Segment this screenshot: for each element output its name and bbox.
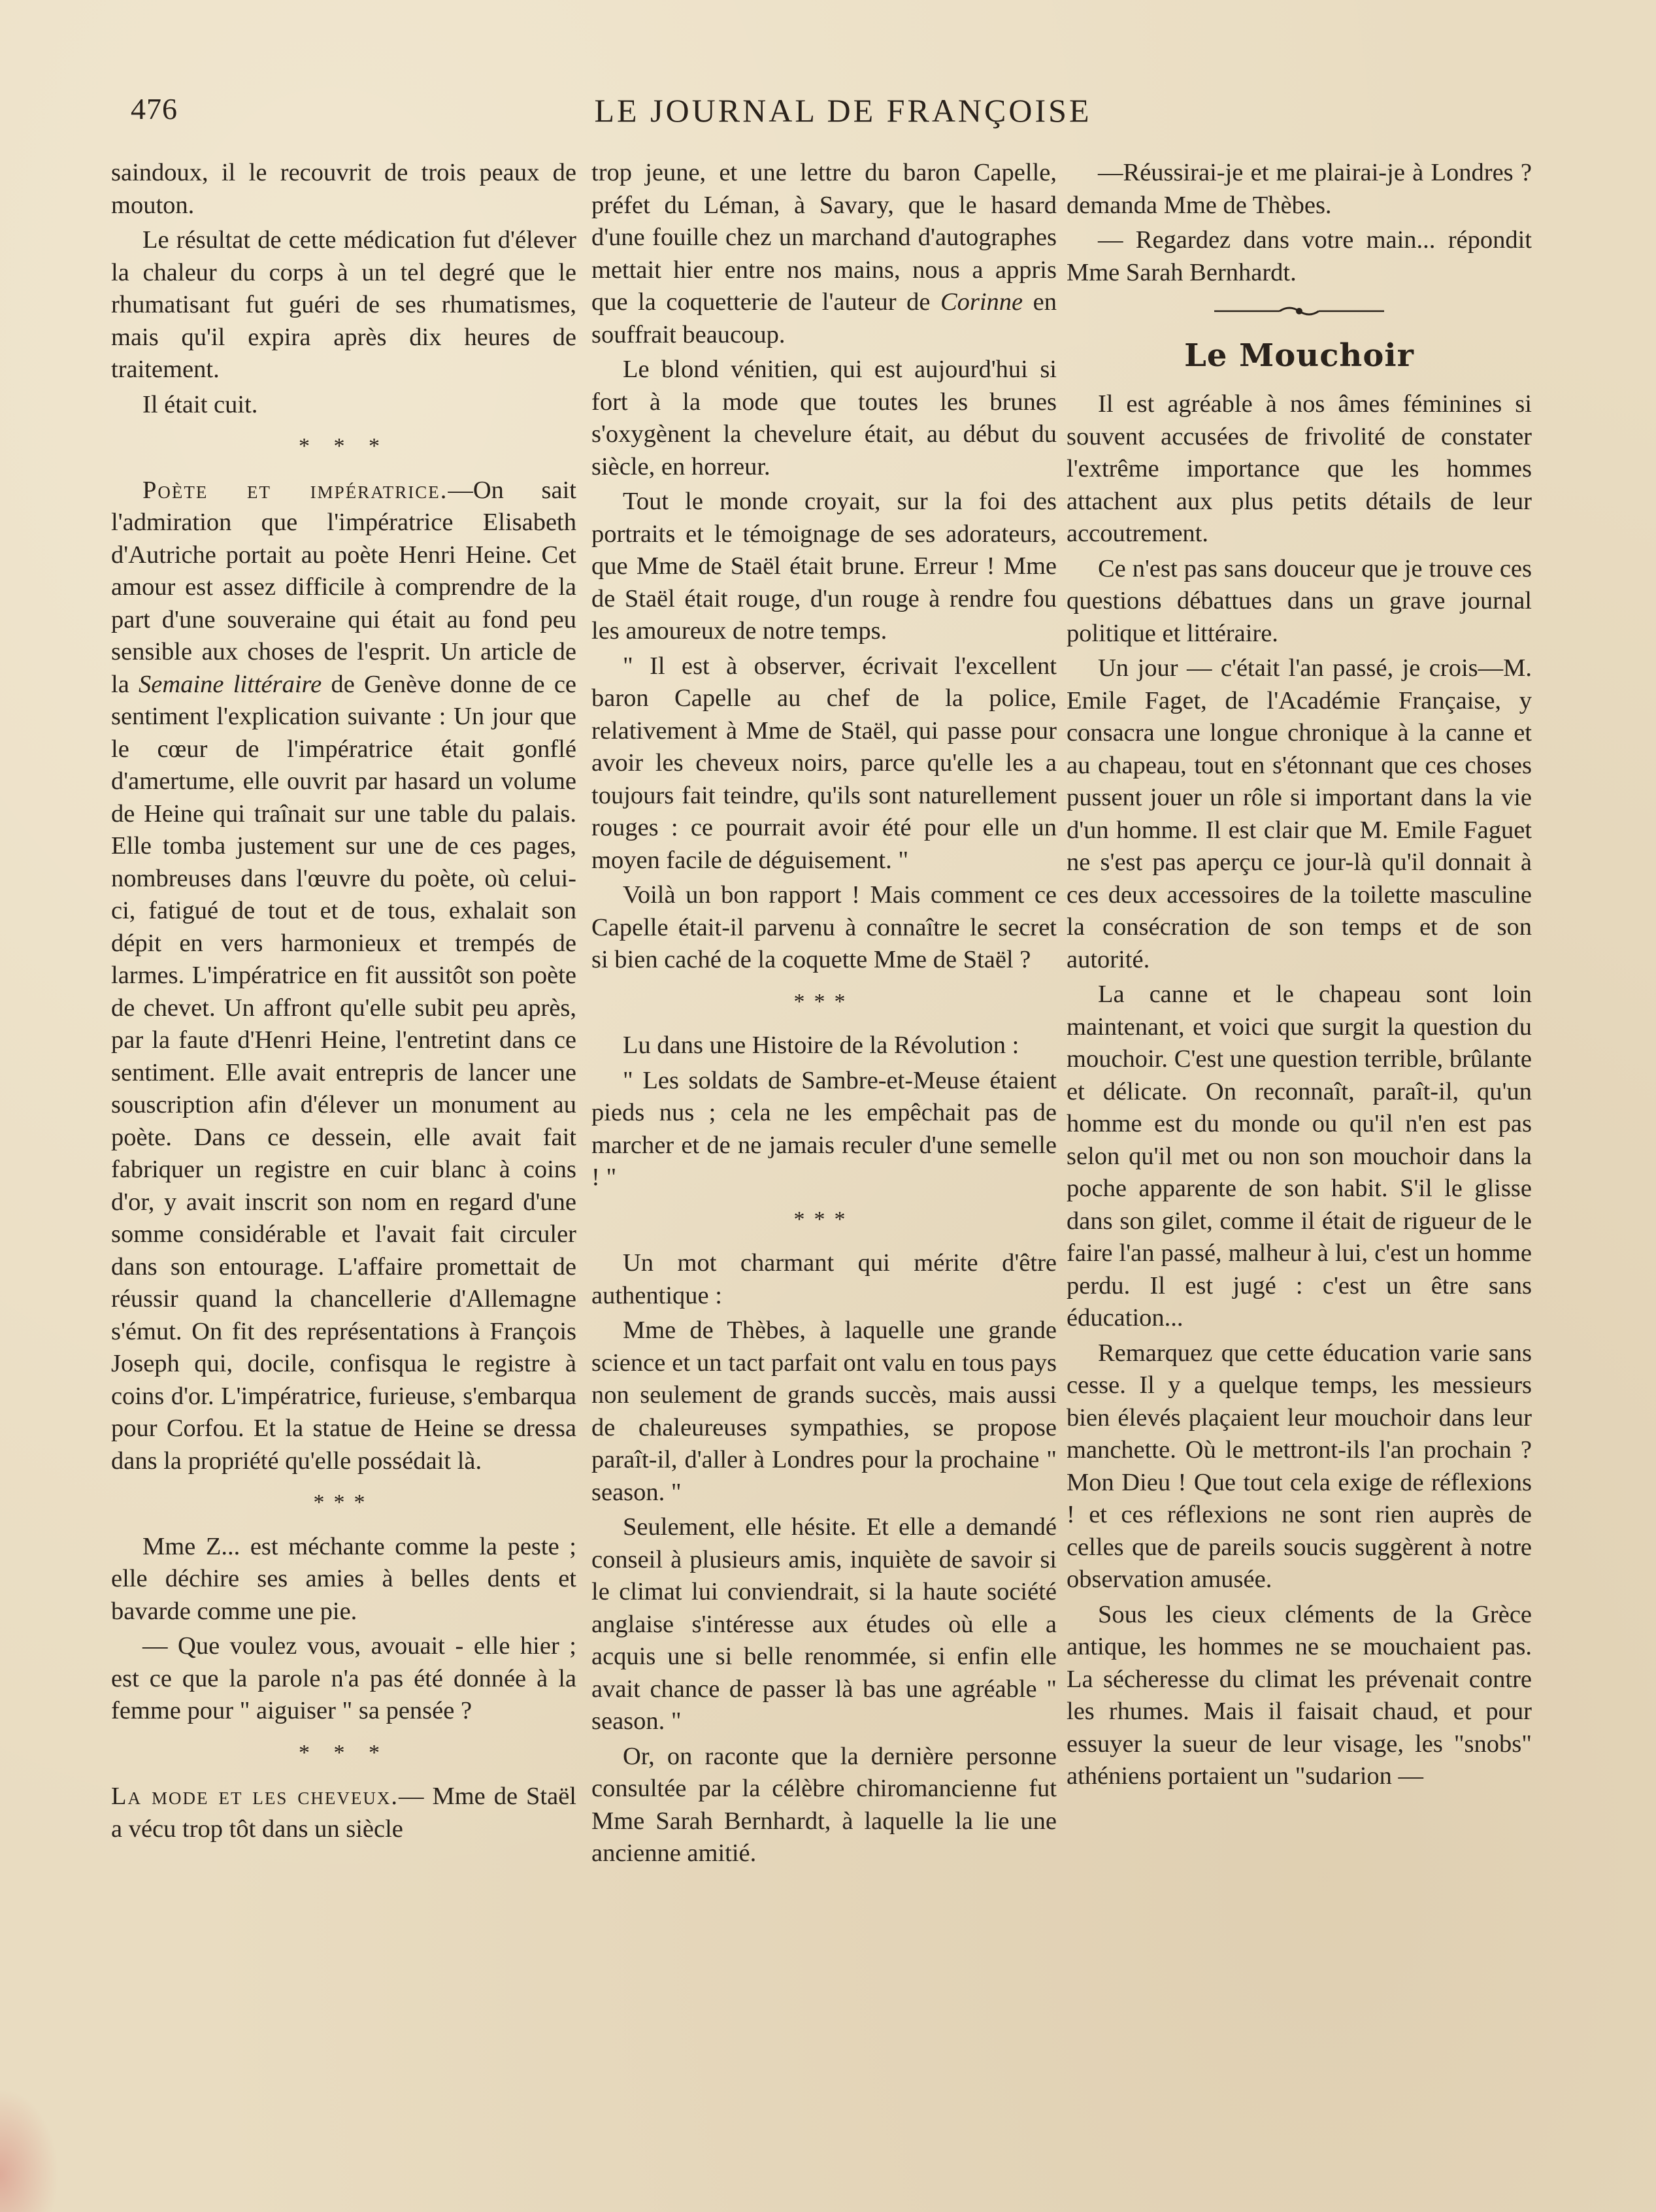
column-1	[111, 157, 576, 1848]
article-la-mode-et-les-cheveux	[111, 1781, 576, 1845]
article-title: Poète et impératrice.	[142, 476, 448, 504]
paragraph: Remarquez que cette éducation varie sans cesse. Il y a quelque temps, les messieurs bien élevés plaçaient leur mouchoir dans leur manchette. Où le mettront-ils l'an prochain ? Mon Dieu ! Que tout cela exige de réflexions ! et ces réflexions ne sont rien auprès de celles que de pareils soucis suggèrent à notre observation amusée.	[1067, 1339, 1532, 1593]
asterism-separator: * * *	[299, 1740, 389, 1765]
column-2	[591, 157, 1057, 1873]
paragraph: Or, on raconte que la dernière personne consultée par la célèbre chiromancienne fut Mme Sarah Bernhardt, à laquelle la lie une ancienne amitié.	[591, 1742, 1057, 1867]
paragraph: Lu dans une Histoire de la Révolution :	[623, 1031, 1019, 1059]
column-3	[1067, 157, 1532, 1796]
page-header	[131, 92, 1555, 144]
paragraph: La canne et le chapeau sont loin maintenant, et voici que surgit la question du mouchoir. C'est une question terrible, brûlante et délicate. On reconnaît, paraît-il, qu'un homme est du monde ou qu'il n'en est pas selon qu'il met ou non son mouchoir dans la poche apparente de son habit. S'il le glisse dans son gilet, comme il était de rigueur de le faire l'an passé, malheur à lui, c'est un homme perdu. Il est jugé : c'est un être sans éducation...	[1067, 980, 1532, 1332]
journal-title: LE JOURNAL DE FRANÇOISE	[594, 92, 1092, 129]
paragraph: Mme Z... est méchante comme la peste ; elle déchire ses amies à belles dents et bavarde comme une pie.	[111, 1532, 576, 1625]
paragraph: Il est agréable à nos âmes féminines si souvent accusées de frivolité de constater l'extrême importance que les hommes attachent aux plus petits détails de leur accoutrement.	[1067, 390, 1532, 547]
asterism-separator: * * *	[299, 434, 389, 458]
paragraph: Voilà un bon rapport ! Mais comment ce Capelle était-il parvenu à connaître le secret si bien caché de la coquette Mme de Staël ?	[591, 881, 1057, 973]
paragraph: Le blond vénitien, qui est aujourd'hui si fort à la mode que toutes les brunes s'oxygènent la chevelure était, au début du siècle, en horreur.	[591, 356, 1057, 480]
paragraph: " Il est à observer, écrivait l'excellent baron Capelle au chef de la police, relativement à Mme de Staël, qui passe pour avoir les cheveux noirs, parce qu'elle les a toujours fait teindre, qu'ils sont naturellement rouges : ce pourrait avoir été pour elle un moyen facile de déguisement. "	[591, 652, 1057, 874]
paragraph: Il était cuit.	[142, 390, 258, 418]
page-number: 476	[131, 92, 178, 126]
italic-title: Semaine littéraire	[139, 670, 322, 698]
paper-stain	[0, 2088, 59, 2212]
article-text: de Genève donne de ce sentiment l'explication suivante : Un jour que le cœur de l'impératrice était gonflé d'amertume, elle ouvrit par hasard un volume de Heine qui traînait sur une table du palais. Elle tomba justement sur une de ces pages, nombreuses dans l'œuvre du poète, où celui-ci, fatigué de tout et de tous, exhalait son dépit en vers harmonieux et trempés de larmes. L'impératrice en fit aussitôt son poète de chevet. Un affront qu'elle subit peu après, par la faute d'Henri Heine, l'entretint dans ce sentiment. Elle avait entrepris de lancer une souscription afin d'élever un monument au poète. Dans ce dessein, elle avait fait fabriquer un registre en cuir blanc à coins d'or, y avait inscrit son nom en regard d'une somme considérable et l'avait fait circuler dans son entourage. L'affaire promettait de réussir quand la chancellerie d'Allemagne s'émut. On fit des représentations à François Joseph qui, docile, confisqua le registre à coins d'or. L'impératrice, furieuse, s'embarqua pour Corfou. Et la statue de Heine se dressa dans la propriété qu'elle possédait là.	[111, 670, 576, 1475]
italic-title: Corinne	[940, 288, 1023, 316]
paragraph: Sous les cieux cléments de la Grèce antique, les hommes ne se mouchaient pas. La sécheresse du climat les prévenait contre les rhumes. Mais il faisait chaud, et pour essuyer la sueur de leur visage, les "snobs" athéniens portaient un "sudarion —	[1067, 1600, 1532, 1790]
paragraph: Seulement, elle hésite. Et elle a demandé conseil à plusieurs amis, inquiète de savoir si le climat lui conviendrait, si la haute société anglaise s'intéresse aux études où elle a acquis une si belle renommée, si enfin elle avait chance de passer là bas une agréable " season. "	[591, 1513, 1057, 1735]
asterism-separator: ***	[313, 1490, 374, 1515]
paragraph: Le résultat de cette médication fut d'élever la chaleur du corps à un tel degré que le rhumatisant fut guéri de ses rhumatismes, mais qu'il expira après dix heures de traitement.	[111, 226, 576, 383]
paragraph: — Que voulez vous, avouait - elle hier ; est ce que la parole n'a pas été donnée à la femme pour " aiguiser " sa pensée ?	[111, 1632, 576, 1724]
paragraph: —Réussirai-je et me plairai-je à Londres ? demanda Mme de Thèbes.	[1067, 159, 1532, 219]
article-title: La mode et les cheveux.	[111, 1783, 399, 1810]
paragraph: Mme de Thèbes, à laquelle une grande science et un tact parfait ont valu en tous pays non seulement de grands succès, mais aussi de chaleureuses sympathies, se propose paraît-il, d'aller à Londres pour la prochaine " season. "	[591, 1316, 1057, 1506]
paragraph: Un jour — c'était l'an passé, je crois—M. Emile Faget, de l'Académie Française, y consacra une longue chronique à la canne et au chapeau, tout en s'étonnant que ces choses pussent jouer un rôle si important dans la vie d'un homme. Il est clair que M. Emile Faguet ne s'est pas aperçu ce jour-là qu'il donnait à ces deux accessoires de la toilette masculine la consécration de son temps et de son autorité.	[1067, 654, 1532, 973]
paragraph: Ce n'est pas sans douceur que je trouve ces questions débattues dans un grave journal politique et littéraire.	[1067, 554, 1532, 647]
paragraph: " Les soldats de Sambre-et-Meuse étaient pieds nus ; cela ne les empêchait pas de marcher et de ne jamais reculer d'une semelle ! "	[591, 1066, 1057, 1191]
text-run: trop jeune, et une lettre du baron Capelle, préfet du Léman, à Savary, que le hasard d'une fouille chez un marchand d'autographes mettait hier entre nos mains, nous a appris que la coquetterie de l'auteur de	[591, 159, 1057, 316]
paragraph	[591, 157, 1057, 351]
text-run: en souffrait beaucoup.	[591, 288, 1057, 348]
paragraph: saindoux, il le recouvrit de trois peaux de mouton.	[111, 159, 576, 219]
paragraph: Tout le monde croyait, sur la foi des portraits et le témoignage de ses adorateurs, que Mme de Staël était brune. Erreur ! Mme de Staël était rouge, d'un rouge à rendre fou les amoureux de notre temps.	[591, 488, 1057, 645]
paragraph: Un mot charmant qui mérite d'être authentique :	[591, 1249, 1057, 1309]
article-text: — Mme de Staël a vécu trop tôt dans un siècle	[111, 1783, 576, 1843]
asterism-separator: ***	[793, 989, 855, 1014]
ornament-divider	[1214, 303, 1384, 319]
section-heading: Le Mouchoir	[1184, 337, 1414, 374]
article-text: —On sait l'admiration que l'impératrice Elisabeth d'Autriche portait au poète Henri Heine. Cet amour est assez difficile à comprendre de la part d'une souveraine qui était au fond peu sensible aux choses de l'esprit. Un article de la	[111, 476, 576, 698]
article-poete-et-imperatrice	[111, 475, 576, 1478]
asterism-separator: ***	[793, 1207, 855, 1232]
paragraph: — Regardez dans votre main... répondit Mme Sarah Bernhardt.	[1067, 226, 1532, 286]
